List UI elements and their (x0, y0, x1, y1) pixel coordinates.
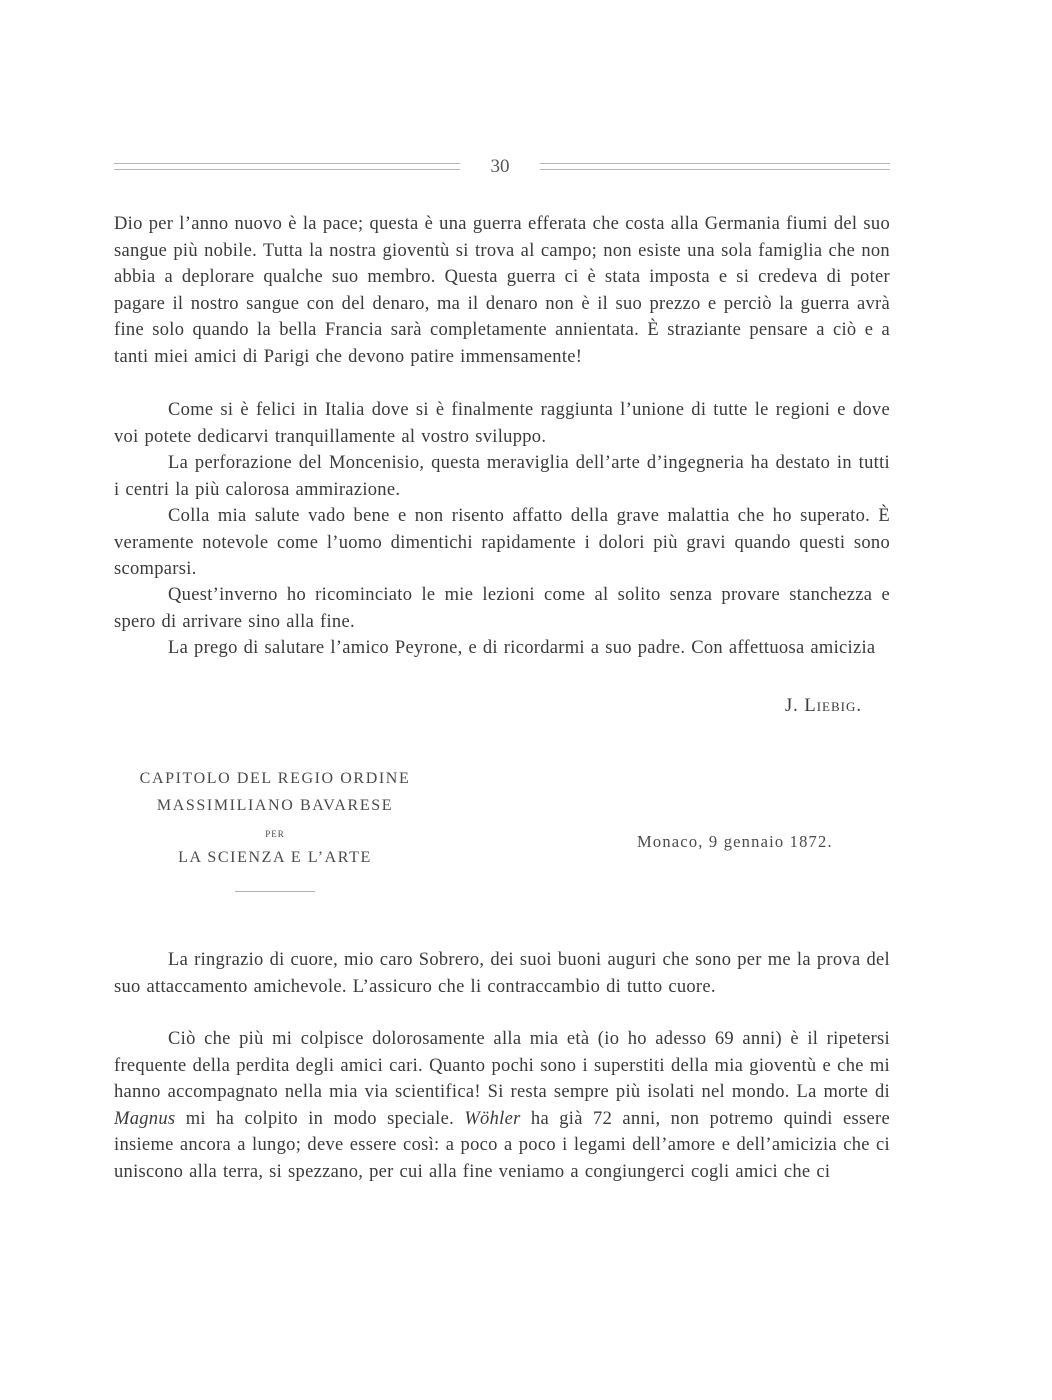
letterhead-line-4: LA SCIENZA E L’ARTE (178, 849, 372, 866)
paragraph-8 (114, 1026, 890, 1185)
paragraph-8-part-b: mi ha colpito in modo speciale. (185, 1108, 455, 1129)
letterhead-line-3: PER (265, 829, 285, 839)
paragraph-4: Colla mia salute vado bene e non risento affatto della grave malattia che ho superato. È veramente notevole come l’uomo dimentichi rapidamente i dolori più gravi quando questi sono scomparsi. (114, 506, 890, 579)
paragraph-1: Dio per l’anno nuovo è la pace; questa è una guerra efferata che costa alla Germania fiumi del suo sangue più nobile. Tutta la nostra gioventù si trova al campo; non esiste una sola famiglia che non abbia a deplorare qualche suo membro. Questa guerra ci è stata imposta e si credeva di poter pagare il nostro sangue con del denaro, ma il denaro non è il suo prezzo e perciò la guerra avrà fine solo quando la bella Francia sarà completamente annientata. È straziante pensare a ciò e a tanti miei amici di Parigi che devono patire immensamente! (114, 214, 890, 367)
paragraph-2: Come si è felici in Italia dove si è finalmente raggiunta l’unione di tutte le regioni e dove voi potete dedicarvi tranquillamente al vostro sviluppo. (114, 400, 890, 447)
signature: J. Liebig. (784, 696, 862, 716)
letterhead-rule (235, 891, 315, 892)
letterhead-line-1: CAPITOLO DEL REGIO ORDINE (139, 770, 411, 787)
paragraph-7: La ringrazio di cuore, mio caro Sobrero, dei suoi buoni auguri che sono per me la prova del suo attaccamento amichevole. L’assicuro che li contraccambio di tutto cuore. (114, 950, 890, 997)
paragraph-3: La perforazione del Moncenisio, questa meraviglia dell’arte d’ingegneria ha destato in tutti i centri la più calorosa ammirazione. (114, 453, 890, 500)
letterhead-line-2: MASSIMILIANO BAVARESE (156, 797, 394, 814)
letter-date: Monaco, 9 gennaio 1872. (637, 832, 833, 851)
page-header (114, 152, 890, 188)
paragraph-8-part-a: Ciò che più mi colpisce dolorosamente alla mia età (io ho adesso 69 anni) è il ripetersi frequente della perdita degli amici cari. Quanto pochi sono i superstiti della mia gioventù e che mi hanno accompagnato nella mia via scientifica! Si resta sempre più isolati nel mondo. La morte di (114, 1029, 890, 1102)
header-rule-left (114, 163, 460, 170)
paragraph-5: Quest’inverno ho ricominciato le mie lezioni come al solito senza provare stanchezza e spero di arrivare sino alla fine. (114, 585, 890, 632)
paragraph-8-part-c: ha già 72 anni, non potremo quindi essere insieme ancora a lungo; deve essere così: a poco a poco i legami dell’amore e dell’amicizia che ci uniscono alla terra, si spezzano, per cui alla fine veniamo a congiungerci cogli amici che ci (114, 1108, 891, 1182)
name-magnus: Magnus (114, 1108, 176, 1129)
paragraph-6: La prego di salutare l’amico Peyrone, e di ricordarmi a suo padre. Con affettuosa amicizia (168, 638, 876, 658)
letterhead (100, 770, 450, 892)
header-rule-right (540, 163, 890, 170)
name-wohler: Wöhler (464, 1108, 521, 1129)
page-number: 30 (490, 156, 510, 177)
